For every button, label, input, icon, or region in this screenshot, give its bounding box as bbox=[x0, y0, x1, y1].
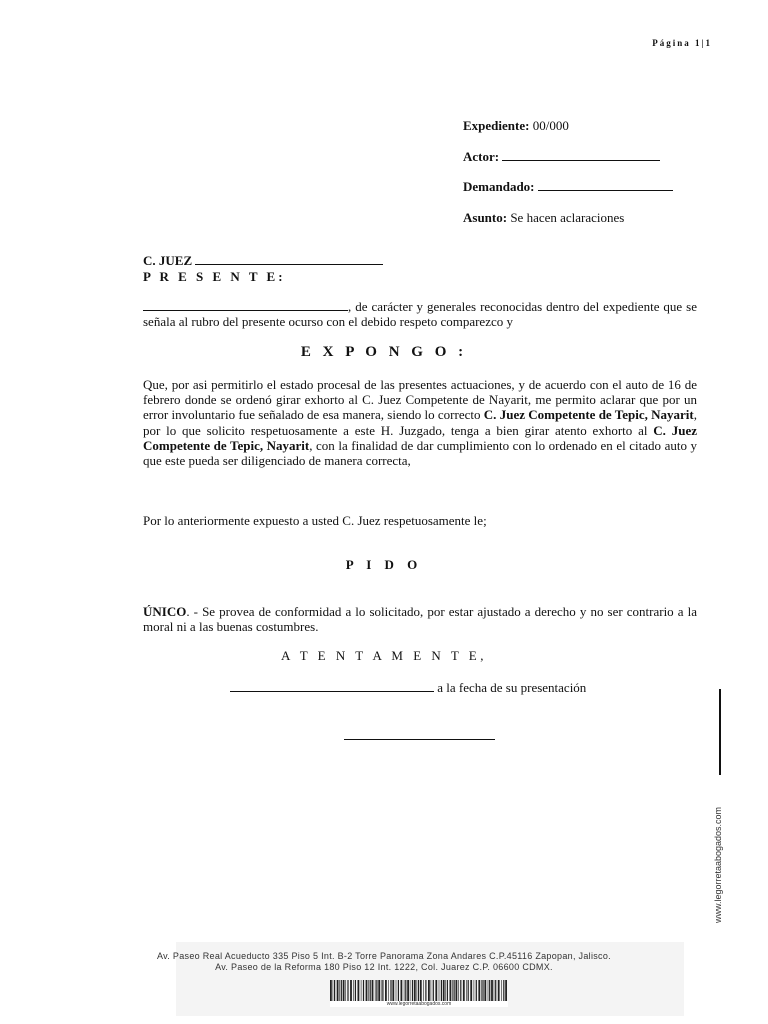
barcode-stripe bbox=[412, 980, 413, 1002]
barcode-stripe bbox=[498, 980, 500, 1002]
pido-heading: P I D O bbox=[345, 557, 423, 572]
body-text-1: Que, por asi permitirlo el estado procesal de las presentes actuaciones, y de acuerdo con el auto de 16 de febrero donde se ordenó girar exhorto al C. Juez Competente de Nayarit, me permito aclarar que por un error involuntario fue señalado de esa manera, siendo lo correcto bbox=[143, 377, 697, 423]
closing-atentamente: A T E N T A M E N T E, bbox=[281, 648, 487, 663]
barcode-stripe bbox=[358, 980, 360, 1002]
barcode-stripe bbox=[447, 980, 448, 1002]
barcode-stripe bbox=[407, 980, 409, 1002]
barcode-stripe bbox=[433, 980, 434, 1002]
barcode-stripe bbox=[491, 980, 493, 1002]
barcode-stripe bbox=[396, 980, 397, 1002]
page-number: Página 1|1 bbox=[652, 38, 712, 48]
barcode-stripe bbox=[401, 980, 403, 1002]
barcode-stripe bbox=[372, 980, 374, 1002]
barcode-stripe bbox=[381, 980, 382, 1002]
barcode-stripe bbox=[376, 980, 377, 1002]
demandado-blank-line bbox=[538, 178, 673, 191]
actor-blank-line bbox=[502, 148, 660, 161]
barcode-stripe bbox=[463, 980, 465, 1002]
side-vertical-rule bbox=[719, 689, 721, 775]
expediente-label: Expediente: bbox=[463, 118, 530, 133]
barcode-stripe bbox=[414, 980, 416, 1002]
barcode-stripe bbox=[385, 980, 387, 1002]
barcode-stripe bbox=[484, 980, 486, 1002]
asunto-row bbox=[463, 208, 703, 239]
barcode-stripe bbox=[474, 980, 475, 1002]
barcode-stripe bbox=[410, 980, 411, 1002]
barcode-stripe bbox=[494, 980, 495, 1002]
barcode-stripe bbox=[488, 980, 489, 1002]
barcode-stripe bbox=[482, 980, 483, 1002]
body-bold-1: C. Juez Competente de Tepic, Nayarit bbox=[483, 407, 694, 423]
barcode-stripe bbox=[417, 980, 418, 1002]
case-info bbox=[463, 116, 703, 238]
barcode-url: www.legorretaabogados.com bbox=[330, 1001, 508, 1007]
barcode-stripe bbox=[466, 980, 467, 1002]
barcode-stripe bbox=[452, 980, 453, 1002]
barcode-stripe bbox=[478, 980, 480, 1002]
barcode-stripe bbox=[392, 980, 394, 1002]
barcode-stripe bbox=[428, 980, 430, 1002]
barcode-stripe bbox=[361, 980, 362, 1002]
barcode-stripe bbox=[505, 980, 507, 1002]
barcode-stripe bbox=[390, 980, 391, 1002]
asunto-label: Asunto: bbox=[463, 209, 508, 225]
barcode-stripe bbox=[334, 980, 335, 1002]
barcode-stripe bbox=[450, 980, 452, 1002]
barcode-stripe bbox=[366, 980, 368, 1002]
place-blank-line bbox=[230, 679, 434, 692]
judge-line bbox=[143, 252, 383, 269]
barcode-stripe bbox=[370, 980, 371, 1002]
side-website-url: www.legorretaabogados.com bbox=[713, 806, 723, 924]
barcode-stripe bbox=[368, 980, 369, 1002]
barcode-stripe bbox=[339, 980, 340, 1002]
body-text-2: , por lo que solicito respetuosamente a este H. Juzgado, tenga a bien girar atento exhorto al bbox=[143, 407, 698, 438]
barcode-stripe bbox=[350, 980, 352, 1002]
barcode-stripe bbox=[495, 980, 496, 1002]
unico-paragraph bbox=[143, 604, 697, 634]
demandado-row bbox=[463, 177, 703, 208]
barcode-stripe bbox=[347, 980, 348, 1002]
barcode-stripe bbox=[382, 980, 383, 1002]
barcode-stripe bbox=[423, 980, 424, 1002]
expongo-heading: E X P O N G O : bbox=[300, 344, 468, 360]
barcode-image bbox=[330, 980, 508, 1002]
barcode-stripe bbox=[460, 980, 461, 1002]
barcode-stripe bbox=[425, 980, 426, 1002]
barcode-stripe bbox=[458, 980, 459, 1002]
barcode-stripe bbox=[503, 980, 504, 1002]
barcode-stripe bbox=[443, 980, 445, 1002]
barcode-stripe bbox=[445, 980, 446, 1002]
barcode-stripe bbox=[341, 980, 342, 1002]
barcode-stripe bbox=[405, 980, 406, 1002]
barcode-stripe bbox=[470, 980, 472, 1002]
asunto-value: Se hacen aclaraciones bbox=[510, 209, 625, 225]
barcode-stripe bbox=[501, 980, 502, 1002]
barcode-stripe bbox=[337, 980, 339, 1002]
actor-row bbox=[463, 147, 703, 178]
judge-blank-line bbox=[195, 252, 383, 265]
barcode-stripe bbox=[353, 980, 354, 1002]
barcode-stripe bbox=[435, 980, 437, 1002]
request-intro: Por lo anteriormente expuesto a usted C. Juez respetuosamente le; bbox=[143, 513, 487, 528]
barcode-stripe bbox=[343, 980, 345, 1002]
date-line bbox=[230, 679, 586, 696]
barcode-stripe bbox=[441, 980, 442, 1002]
signature-line bbox=[344, 738, 495, 740]
actor-label: Actor: bbox=[463, 148, 500, 164]
body-paragraph bbox=[143, 377, 697, 468]
barcode-stripe bbox=[468, 980, 469, 1002]
unico-label: ÚNICO bbox=[143, 604, 187, 619]
barcode-stripe bbox=[418, 980, 419, 1002]
barcode-stripe bbox=[378, 980, 380, 1002]
barcode-stripe bbox=[456, 980, 458, 1002]
barcode-stripe bbox=[481, 980, 482, 1002]
demandado-label: Demandado: bbox=[463, 179, 535, 194]
unico-text: . - Se provea de conformidad a lo solicitado, por estar ajustado a derecho y no ser contrario a la moral ni a las buenas costumbres. bbox=[143, 604, 697, 634]
barcode-stripe bbox=[489, 980, 490, 1002]
barcode-stripe bbox=[363, 980, 364, 1002]
body-bold-2: C. Juez Competente de Tepic, Nayarit bbox=[143, 422, 697, 453]
expediente-value: 00/000 bbox=[532, 118, 569, 133]
judge-label: C. JUEZ bbox=[143, 253, 193, 268]
body-text-3: , con la finalidad de dar cumplimiento con lo ordenado en el citado auto y que este pueda ser diligenciado de manera correcta, bbox=[143, 437, 697, 469]
addressee-block bbox=[143, 252, 383, 285]
footer-address-1: Av. Paseo Real Acueducto 335 Piso 5 Int. B-2 Torre Panorama Zona Andares C.P.45116 Zapopan, Jalisco. bbox=[157, 951, 611, 961]
barcode-stripe bbox=[388, 980, 389, 1002]
barcode-stripe bbox=[330, 980, 332, 1002]
footer-address-2: Av. Paseo de la Reforma 180 Piso 12 Int. 1222, Col. Juarez C.P. 06600 CDMX. bbox=[215, 962, 553, 972]
barcode-stripe bbox=[454, 980, 455, 1002]
expediente-row bbox=[463, 116, 703, 147]
barcode-stripe bbox=[345, 980, 346, 1002]
barcode-stripe bbox=[431, 980, 432, 1002]
barcode-stripe bbox=[398, 980, 399, 1002]
name-blank-line bbox=[143, 298, 348, 311]
barcode-stripe bbox=[333, 980, 334, 1002]
barcode-stripe bbox=[404, 980, 405, 1002]
barcode-stripe bbox=[439, 980, 440, 1002]
barcode-stripe bbox=[355, 980, 356, 1002]
fecha-text: a la fecha de su presentación bbox=[434, 680, 587, 695]
presente-label: P R E S E N T E: bbox=[143, 269, 286, 284]
barcode-stripe bbox=[420, 980, 422, 1002]
barcode-stripe bbox=[375, 980, 376, 1002]
intro-text: , de carácter y generales reconocidas dentro del expediente que se señala al rubro del presente ocurso con el debido respeto comparezco y bbox=[143, 299, 697, 329]
barcode-stripe bbox=[476, 980, 477, 1002]
intro-paragraph bbox=[143, 298, 697, 329]
